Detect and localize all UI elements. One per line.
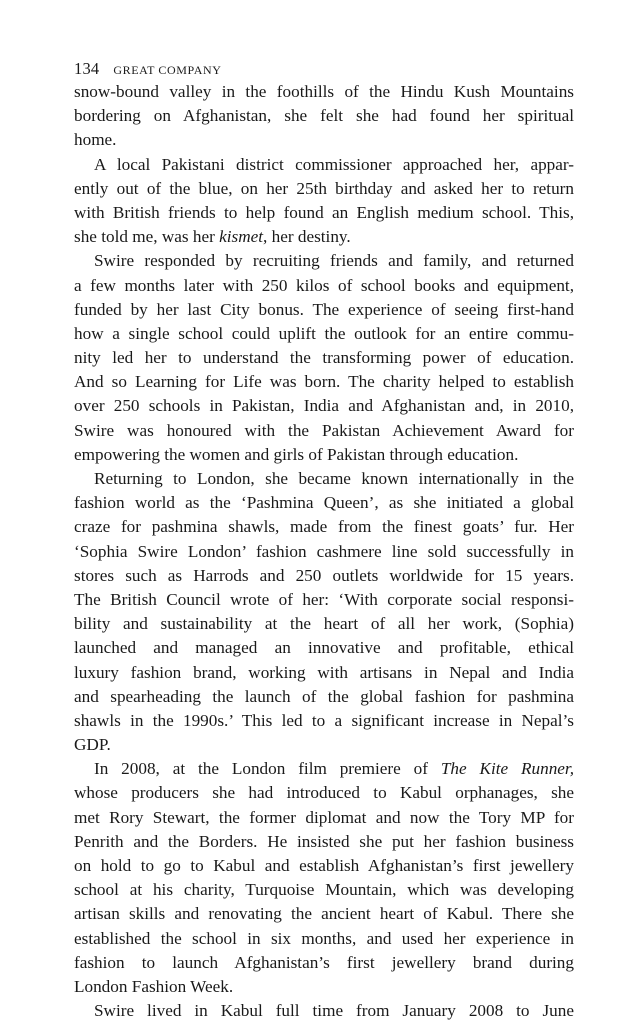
text-line: with British friends to help found an English medium school. This, xyxy=(74,202,574,222)
text-line: snow-bound valley in the foothills of the Hindu Kush Mountains xyxy=(74,82,574,101)
italic-text: The Kite Runner, xyxy=(440,759,574,779)
paragraph xyxy=(74,757,574,999)
book-title: GREAT COMPANY xyxy=(113,63,222,77)
text-line: school at his charity, Turquoise Mountain, which was developing xyxy=(74,880,574,900)
text-line: artisan skills and renovating the ancient heart of Kabul. There she xyxy=(74,904,574,924)
text-line: Penrith and the Borders. He insisted she put her fashion business xyxy=(74,831,574,851)
text-line: whose producers she had introduced to Kabul orphanages, she xyxy=(74,783,574,803)
text-line: ently out of the blue, on her 25th birthday and asked her to return xyxy=(74,178,574,198)
text-line: on hold to go to Kabul and establish Afghanistan’s first jewellery xyxy=(74,856,574,875)
paragraph xyxy=(74,249,574,467)
text-line: home. xyxy=(74,130,117,150)
text-line: fashion to launch Afghanistan’s first jewellery brand during xyxy=(74,952,574,972)
text-line: ‘Sophia Swire London’ fashion cashmere line sold successfully in xyxy=(74,541,574,561)
text-line: Swire was honoured with the Pakistan Achievement Award for xyxy=(74,420,574,440)
text-line: shawls in the 1990s.’ This led to a significant increase in Nepal’s xyxy=(74,710,574,730)
text-line: luxury fashion brand, working with artisans in Nepal and India xyxy=(74,662,574,682)
text-line: and spearheading the launch of the global fashion for pashmina xyxy=(74,686,574,706)
text-line: Swire lived in Kabul full time from January 2008 to June xyxy=(94,1001,574,1021)
text-line: And so Learning for Life was born. The charity helped to establish xyxy=(74,372,574,392)
text-line: a few months later with 250 kilos of school books and equipment, xyxy=(74,275,574,295)
text-line: funded by her last City bonus. The experience of seeing first-hand xyxy=(74,299,574,319)
text-line: A local Pakistani district commissioner approached her, appar- xyxy=(94,154,574,174)
text-line: The British Council wrote of her: ‘With corporate social responsi- xyxy=(74,589,574,609)
italic-text: kismet xyxy=(219,227,264,247)
text-line: launched and managed an innovative and profitable, ethical xyxy=(74,638,574,658)
text-line: GDP. xyxy=(74,735,111,755)
text-line: how a single school could uplift the outlook for an entire commu- xyxy=(74,323,574,343)
text-line: craze for pashmina shawls, made from the finest goats’ fur. Her xyxy=(74,517,574,537)
text-line: stores such as Harrods and 250 outlets worldwide for 15 years. xyxy=(74,565,574,585)
text-line: London Fashion Week. xyxy=(74,976,234,996)
paragraph xyxy=(74,153,574,250)
body-text xyxy=(74,80,574,1023)
page-number: 134 xyxy=(74,59,100,78)
text-line: Swire responded by recruiting friends and family, and returned xyxy=(94,251,574,271)
text-line: over 250 schools in Pakistan, India and Afghanistan and, in 2010, xyxy=(74,396,574,416)
text-line: Returning to London, she became known internationally in the xyxy=(94,469,574,488)
text-line: she told me, was her kismet, her destiny. xyxy=(74,227,351,247)
text-line: met Rory Stewart, the former diplomat and now the Tory MP for xyxy=(74,807,574,827)
text-line: nity led her to understand the transforming power of education. xyxy=(74,348,574,368)
text-line: fashion world as the ‘Pashmina Queen’, as she initiated a global xyxy=(74,493,574,513)
text-line: empowering the women and girls of Pakistan through education. xyxy=(74,444,519,464)
text-line: In 2008, at the London film premiere of The Kite Runner, xyxy=(94,759,574,779)
running-head xyxy=(74,59,222,79)
text-line: bility and sustainability at the heart of all her work, (Sophia) xyxy=(74,614,574,634)
text-line: bordering on Afghanistan, she felt she had found her spiritual xyxy=(74,106,574,126)
text-line: established the school in six months, and used her experience in xyxy=(74,928,574,948)
paragraph xyxy=(74,80,574,153)
paragraph xyxy=(74,999,574,1023)
paragraph xyxy=(74,467,574,757)
